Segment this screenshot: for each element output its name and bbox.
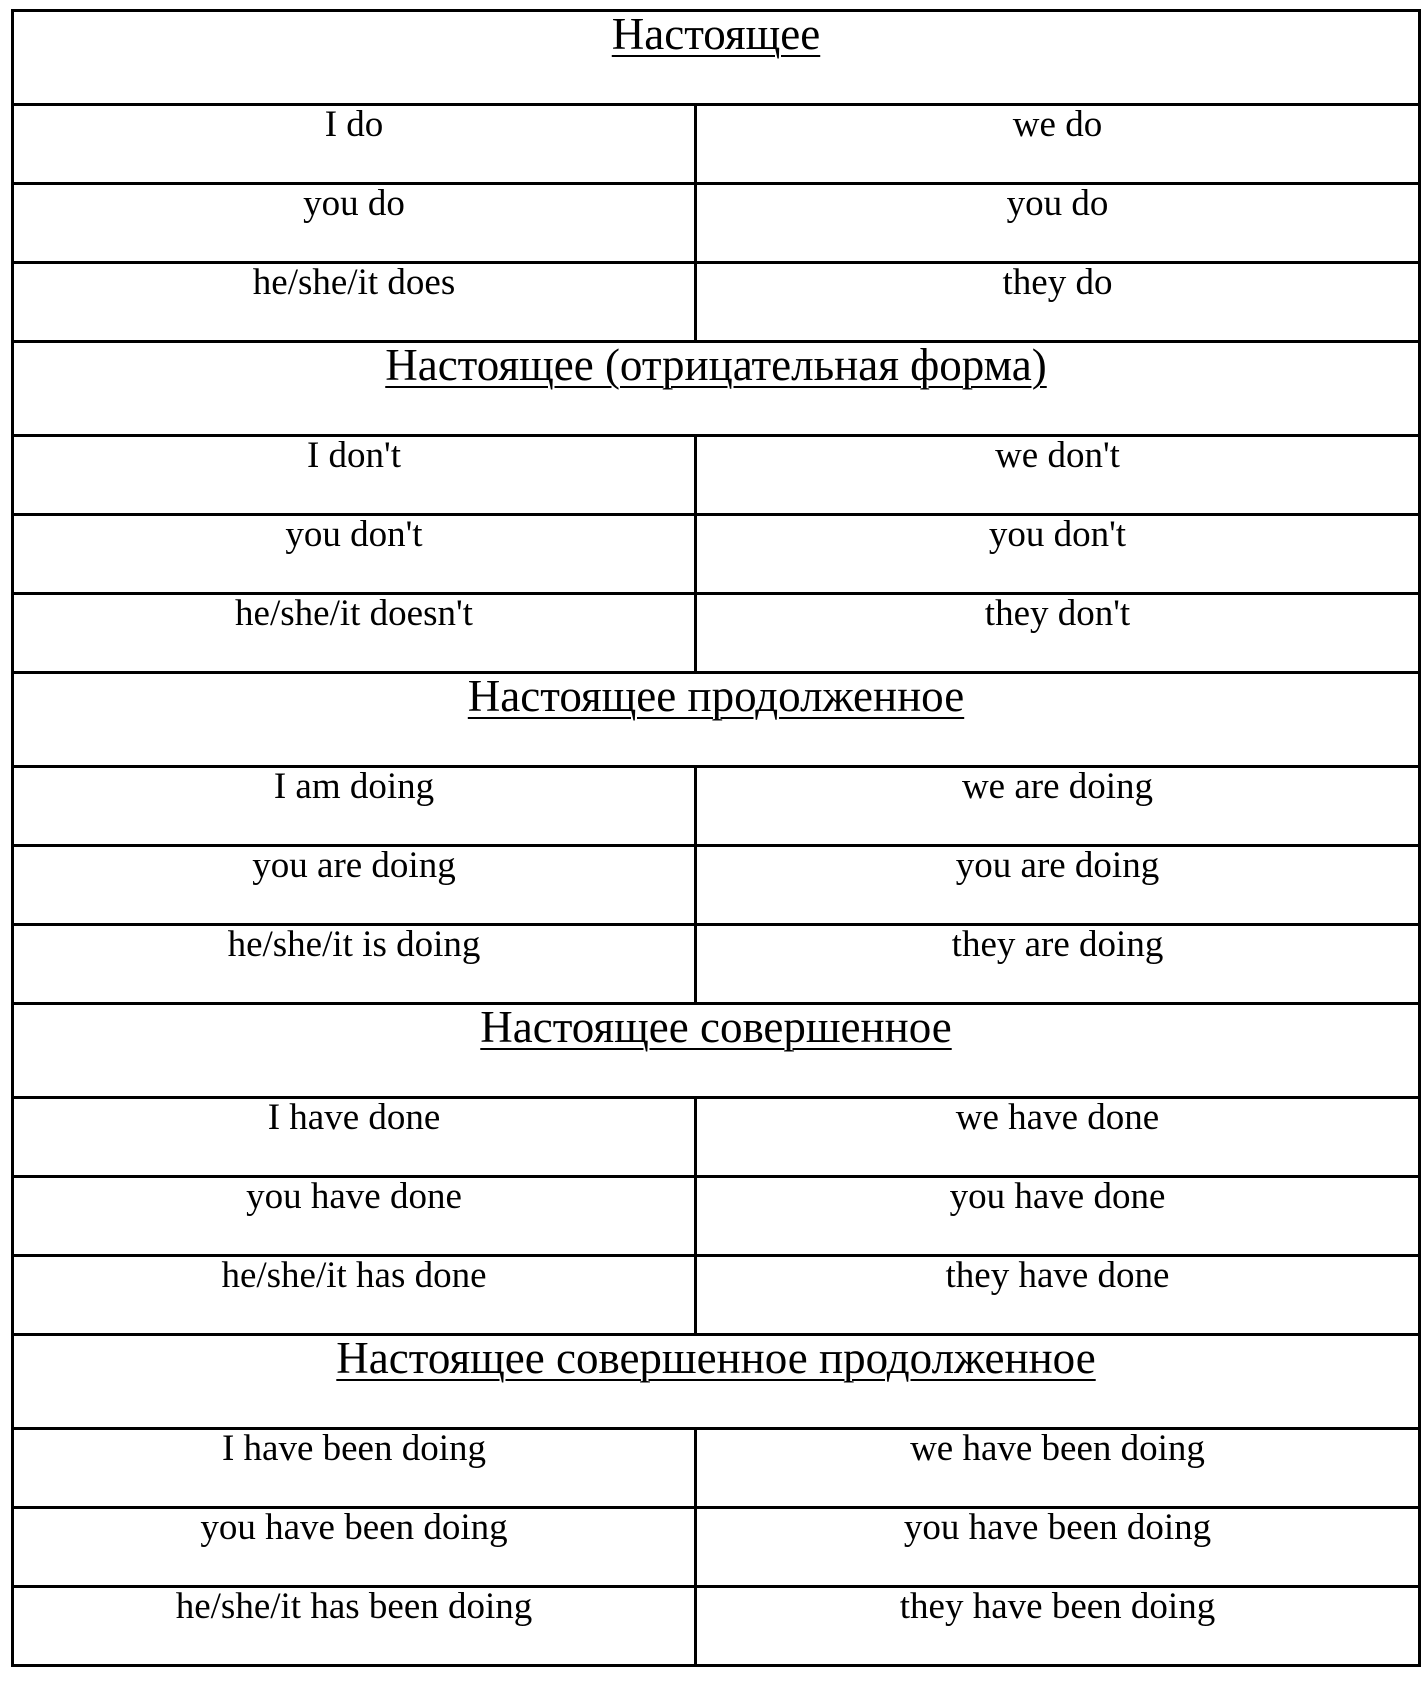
singular-cell: I don't [13,436,696,515]
table-row [13,515,1420,594]
singular-cell: he/she/it has done [13,1256,696,1335]
singular-cell: you have been doing [13,1508,696,1587]
plural-cell: we are doing [696,767,1420,846]
table-row [13,1429,1420,1508]
table-row [13,1508,1420,1587]
plural-cell: you do [696,184,1420,263]
plural-cell: you don't [696,515,1420,594]
section-header-row [13,1335,1420,1429]
table-row [13,925,1420,1004]
section-header-row [13,1004,1420,1098]
plural-cell: we do [696,105,1420,184]
plural-cell: you have done [696,1177,1420,1256]
singular-cell: you don't [13,515,696,594]
table-row [13,1098,1420,1177]
table-row [13,1587,1420,1666]
table-row [13,436,1420,515]
plural-cell: we have been doing [696,1429,1420,1508]
plural-cell: they do [696,263,1420,342]
section-title: Настоящее продолженное [467,671,965,721]
table-row [13,846,1420,925]
table-row [13,767,1420,846]
section-header-row [13,11,1420,105]
section-header-row [13,342,1420,436]
section-title: Настоящее (отрицательная форма) [385,340,1047,390]
section-title-cell [13,342,1420,436]
plural-cell: we have done [696,1098,1420,1177]
singular-cell: I have been doing [13,1429,696,1508]
section-title-cell [13,673,1420,767]
singular-cell: you have done [13,1177,696,1256]
plural-cell: you have been doing [696,1508,1420,1587]
singular-cell: I am doing [13,767,696,846]
section-title: Настоящее совершенное [480,1002,952,1052]
plural-cell: you are doing [696,846,1420,925]
singular-cell: he/she/it is doing [13,925,696,1004]
table-row [13,1256,1420,1335]
section-header-row [13,673,1420,767]
plural-cell: we don't [696,436,1420,515]
section-title: Настоящее [611,9,821,59]
section-title-cell [13,1335,1420,1429]
plural-cell: they have been doing [696,1587,1420,1666]
table-row [13,594,1420,673]
singular-cell: I have done [13,1098,696,1177]
table-row [13,105,1420,184]
singular-cell: he/she/it has been doing [13,1587,696,1666]
table-row [13,263,1420,342]
singular-cell: I do [13,105,696,184]
singular-cell: he/she/it does [13,263,696,342]
singular-cell: you do [13,184,696,263]
singular-cell: he/she/it doesn't [13,594,696,673]
section-title: Настоящее совершенное продолженное [336,1333,1096,1383]
table-row [13,1177,1420,1256]
plural-cell: they have done [696,1256,1420,1335]
plural-cell: they are doing [696,925,1420,1004]
section-title-cell [13,1004,1420,1098]
plural-cell: they don't [696,594,1420,673]
conjugation-table [11,9,1421,1667]
singular-cell: you are doing [13,846,696,925]
table-row [13,184,1420,263]
section-title-cell [13,11,1420,105]
